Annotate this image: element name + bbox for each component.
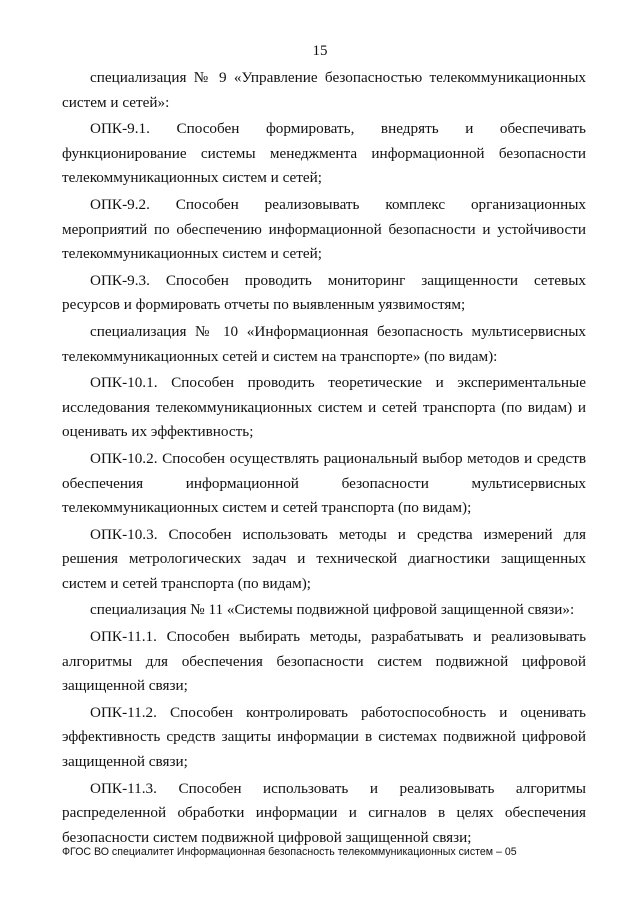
paragraph-opk-9-1: ОПК-9.1. Способен формировать, внедрять и обеспечивать функционирование системы менеджмента информационной безопасности телекоммуникационных систем и сетей; <box>62 120 586 187</box>
page-number: 15 <box>312 43 328 59</box>
paragraph-spec-10: специализация № 10 «Информационная безопасность мультисервисных телекоммуникационных сетей и систем на транспорте» (по видам): <box>62 322 586 365</box>
paragraph-opk-10-3: ОПК-10.3. Способен использовать методы и средства измерений для решения метрологических задач и технической диагностики защищенных систем и сетей транспорта (по видам); <box>62 525 586 592</box>
paragraph-opk-9-3: ОПК-9.3. Способен проводить мониторинг защищенности сетевых ресурсов и формировать отчеты по выявленным уязвимостям; <box>62 271 586 314</box>
paragraph-opk-10-2: ОПК-10.2. Способен осуществлять рациональный выбор методов и средств обеспечения информационной безопасности мультисервисных телекоммуникационных систем и сетей транспорта (по видам); <box>62 449 586 517</box>
paragraph-opk-11-1: ОПК-11.1. Способен выбирать методы, разрабатывать и реализовывать алгоритмы для обеспечения безопасности систем подвижной цифровой защищенной связи; <box>62 628 586 695</box>
paragraph-spec-11: специализация № 11 «Системы подвижной цифровой защищенной связи»: <box>90 601 575 619</box>
paragraph-opk-9-2: ОПК-9.2. Способен реализовывать комплекс организационных мероприятий по обеспечению информационной безопасности и устойчивости телекоммуникационных систем и сетей; <box>62 195 586 263</box>
paragraph-opk-11-2: ОПК-11.2. Способен контролировать работоспособность и оценивать эффективность средств защиты информации в системах подвижной цифровой защищенной связи; <box>62 703 586 771</box>
paragraph-opk-11-3: ОПК-11.3. Способен использовать и реализовывать алгоритмы распределенной обработки информации и сигналов в целях обеспечения безопасности систем подвижной цифровой защищенной связи; <box>62 779 586 846</box>
paragraph-spec-9: специализация № 9 «Управление безопасностью телекоммуникационных систем и сетей»: <box>62 69 586 111</box>
page-footer: ФГОС ВО специалитет Информационная безопасность телекоммуникационных систем – 05 <box>62 846 517 858</box>
document-body <box>62 66 586 852</box>
paragraph-opk-10-1: ОПК-10.1. Способен проводить теоретические и экспериментальные исследования телекоммуникационных систем и сетей транспорта (по видам) и оценивать их эффективность; <box>62 374 586 441</box>
